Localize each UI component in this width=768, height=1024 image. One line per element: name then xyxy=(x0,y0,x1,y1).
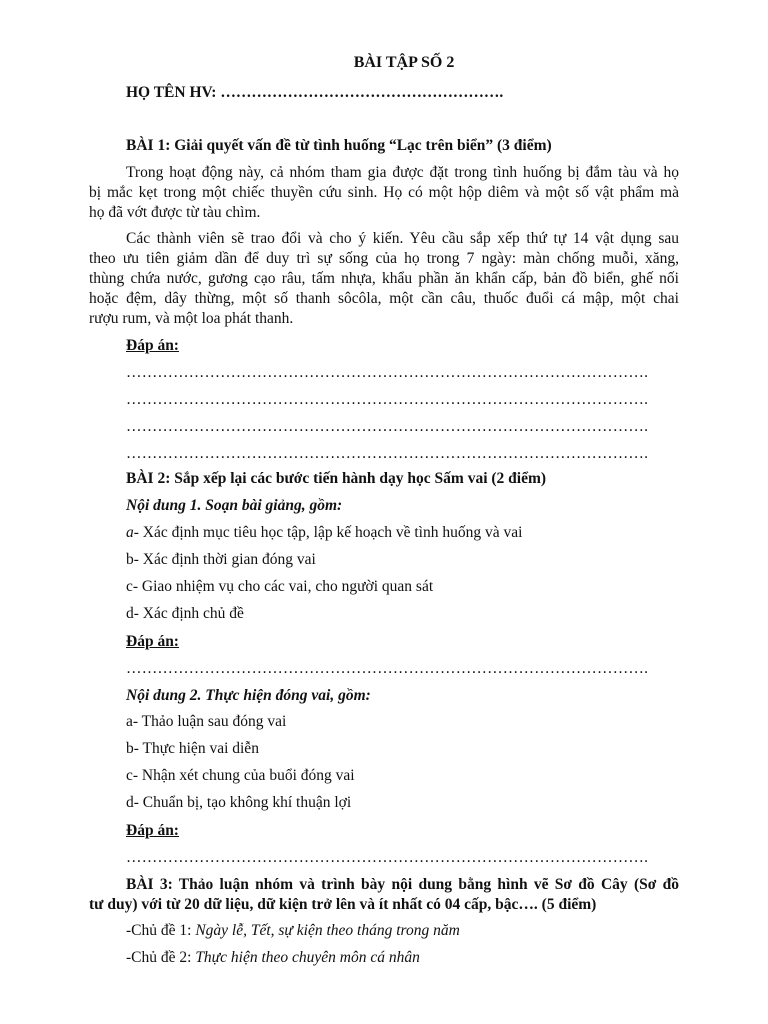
noidung1-option-a xyxy=(126,523,522,543)
bai3-heading-line2: tư duy) với từ 20 dữ liệu, dữ kiện trở lên và ít nhất có 04 cấp, bậc…. (5 điểm) xyxy=(89,896,597,913)
answer-dots-line: ………………………………………………………………………………………. xyxy=(126,849,649,866)
bai1-para1-line: bị mắc kẹt trong một chiếc thuyền cứu sinh. Họ có một hộp diêm và một số vật phẩm mà xyxy=(89,184,679,201)
bai3-topic-2 xyxy=(126,948,420,968)
noidung2-option: d- Chuẩn bị, tạo không khí thuận lợi xyxy=(126,794,352,811)
answer-dots-line: ………………………………………………………………………………………. xyxy=(126,445,649,462)
option-a-text: - Xác định mục tiêu học tập, lập kế hoạch về tình huống và vai xyxy=(133,524,523,541)
noidung1-option: d- Xác định chủ đề xyxy=(126,605,244,622)
bai2-heading: BÀI 2: Sắp xếp lại các bước tiến hành dạy học Sấm vai (2 điểm) xyxy=(126,470,547,487)
answer-dots-line: ………………………………………………………………………………………. xyxy=(126,364,649,381)
noidung2-title: Nội dung 2. Thực hiện đóng vai, gồm: xyxy=(126,687,371,704)
bai1-answer-label: Đáp án: xyxy=(126,337,179,354)
answer-dots-line: ………………………………………………………………………………………. xyxy=(126,660,649,677)
noidung1-option: c- Giao nhiệm vụ cho các vai, cho người quan sát xyxy=(126,578,434,595)
noidung1-answer-label: Đáp án: xyxy=(126,633,179,650)
student-name-label: HỌ TÊN HV: xyxy=(126,84,217,101)
noidung2-option: b- Thực hiện vai diễn xyxy=(126,740,259,757)
topic-1-text: Ngày lễ, Tết, sự kiện theo tháng trong năm xyxy=(195,922,460,939)
bai1-para1-line: Trong hoạt động này, cả nhóm tham gia được đặt trong tình huống bị đắm tàu và họ xyxy=(126,164,679,181)
noidung2-option: c- Nhận xét chung của buổi đóng vai xyxy=(126,767,355,784)
topic-2-label: -Chủ đề 2: xyxy=(126,949,196,966)
topic-2-text: Thực hiện theo chuyên môn cá nhân xyxy=(195,949,420,966)
bai1-para2-line: rượu rum, và một loa phát thanh. xyxy=(89,310,294,327)
bai1-para1-line: họ đã vớt được từ tàu chìm. xyxy=(89,204,261,221)
bai1-para2-line: theo ưu tiên giảm dần để duy trì sự sống của họ trong 7 ngày: màn chống muỗi, xăng, xyxy=(89,250,679,267)
noidung1-title: Nội dung 1. Soạn bài giảng, gồm: xyxy=(126,497,343,514)
noidung2-answer-label: Đáp án: xyxy=(126,822,179,839)
option-a-letter: a xyxy=(126,524,134,541)
answer-dots-line: ………………………………………………………………………………………. xyxy=(126,418,649,435)
bai3-heading-line1: BÀI 3: Thảo luận nhóm và trình bày nội dung bằng hình vẽ Sơ đồ Cây (Sơ đồ xyxy=(126,876,679,893)
noidung1-option: b- Xác định thời gian đóng vai xyxy=(126,551,316,568)
student-name-line xyxy=(126,83,679,103)
answer-dots-line: ………………………………………………………………………………………. xyxy=(126,391,649,408)
bai1-para2-line: Các thành viên sẽ trao đổi và cho ý kiến. Yêu cầu sắp xếp thứ tự 14 vật dụng sau xyxy=(126,230,679,247)
bai1-para2-line: thùng chứa nước, gương cạo râu, tấm nhựa, khẩu phần ăn khẩn cấp, bản đồ biển, ghế nối xyxy=(89,270,679,287)
bai3-topic-1 xyxy=(126,921,460,941)
noidung2-option: a- Thảo luận sau đóng vai xyxy=(126,713,287,730)
bai1-para2-line: hoặc đệm, dây thừng, một số thanh sôcôla, một cần câu, thuốc đuổi cá mập, một chai xyxy=(89,290,679,307)
student-name-dots: ………………………………………………. xyxy=(220,84,504,101)
topic-1-label: -Chủ đề 1: xyxy=(126,922,196,939)
page-title: BÀI TẬP SỐ 2 xyxy=(353,54,455,71)
bai1-heading: BÀI 1: Giải quyết vấn đề từ tình huống “Lạc trên biển” (3 điểm) xyxy=(126,137,552,154)
